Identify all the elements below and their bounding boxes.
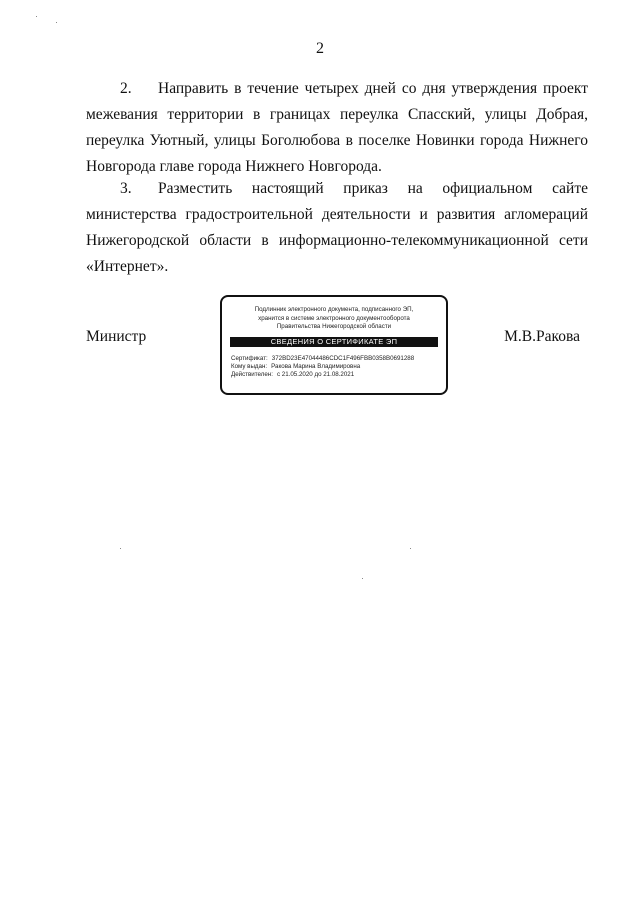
electronic-signature-stamp	[220, 295, 448, 395]
paragraph-item-2	[86, 76, 588, 180]
stamp-note-line: Правительства Нижегородской области	[276, 323, 392, 330]
signatory-name: М.В.Ракова	[504, 328, 580, 345]
stamp-note-line: Подлинник электронного документа, подписанного ЭП,	[254, 306, 414, 313]
paragraph-number: 2.	[120, 80, 132, 97]
scan-speck	[56, 22, 57, 23]
validity-label: Действителен:	[231, 371, 273, 379]
issued-to-row	[231, 363, 446, 371]
paragraph-text: Разместить настоящий приказ на официальном сайте министерства градостроительной деятельности и развития агломераций Нижегородской области в информационно-телекоммуникационной сети «Интернет».	[86, 180, 588, 275]
page-number: 2	[316, 40, 324, 57]
stamp-note-line: хранится в системе электронного документооборота	[258, 314, 410, 322]
stamp-note	[230, 306, 438, 332]
certificate-label: Сертификат:	[231, 354, 268, 362]
stamp-header: СВЕДЕНИЯ О СЕРТИФИКАТЕ ЭП	[230, 337, 438, 347]
scan-speck	[410, 548, 411, 549]
certificate-row	[231, 355, 446, 363]
issued-to-value: Ракова Марина Владимировна	[271, 362, 361, 370]
certificate-value: 372BD23E47044486CDC1F496FBB0358B0691288	[271, 354, 415, 362]
paragraph-item-3	[86, 176, 588, 280]
validity-row	[231, 371, 446, 379]
scan-speck	[36, 16, 37, 17]
paragraph-text: Направить в течение четырех дней со дня утверждения проект межевания территории в границах переулка Спасский, улицы Добрая, переулка Уютный, улицы Боголюбова в поселке Новинки города Нижнего Новгорода главе города Нижнего Новгорода.	[86, 80, 588, 175]
issued-to-label: Кому выдан:	[231, 362, 268, 370]
scan-speck	[362, 578, 363, 579]
signatory-title: Министр	[86, 328, 147, 345]
scan-speck	[120, 548, 121, 549]
paragraph-number: 3.	[120, 180, 132, 197]
validity-value: с 21.05.2020 до 21.08.2021	[276, 371, 355, 379]
stamp-details	[231, 355, 446, 380]
